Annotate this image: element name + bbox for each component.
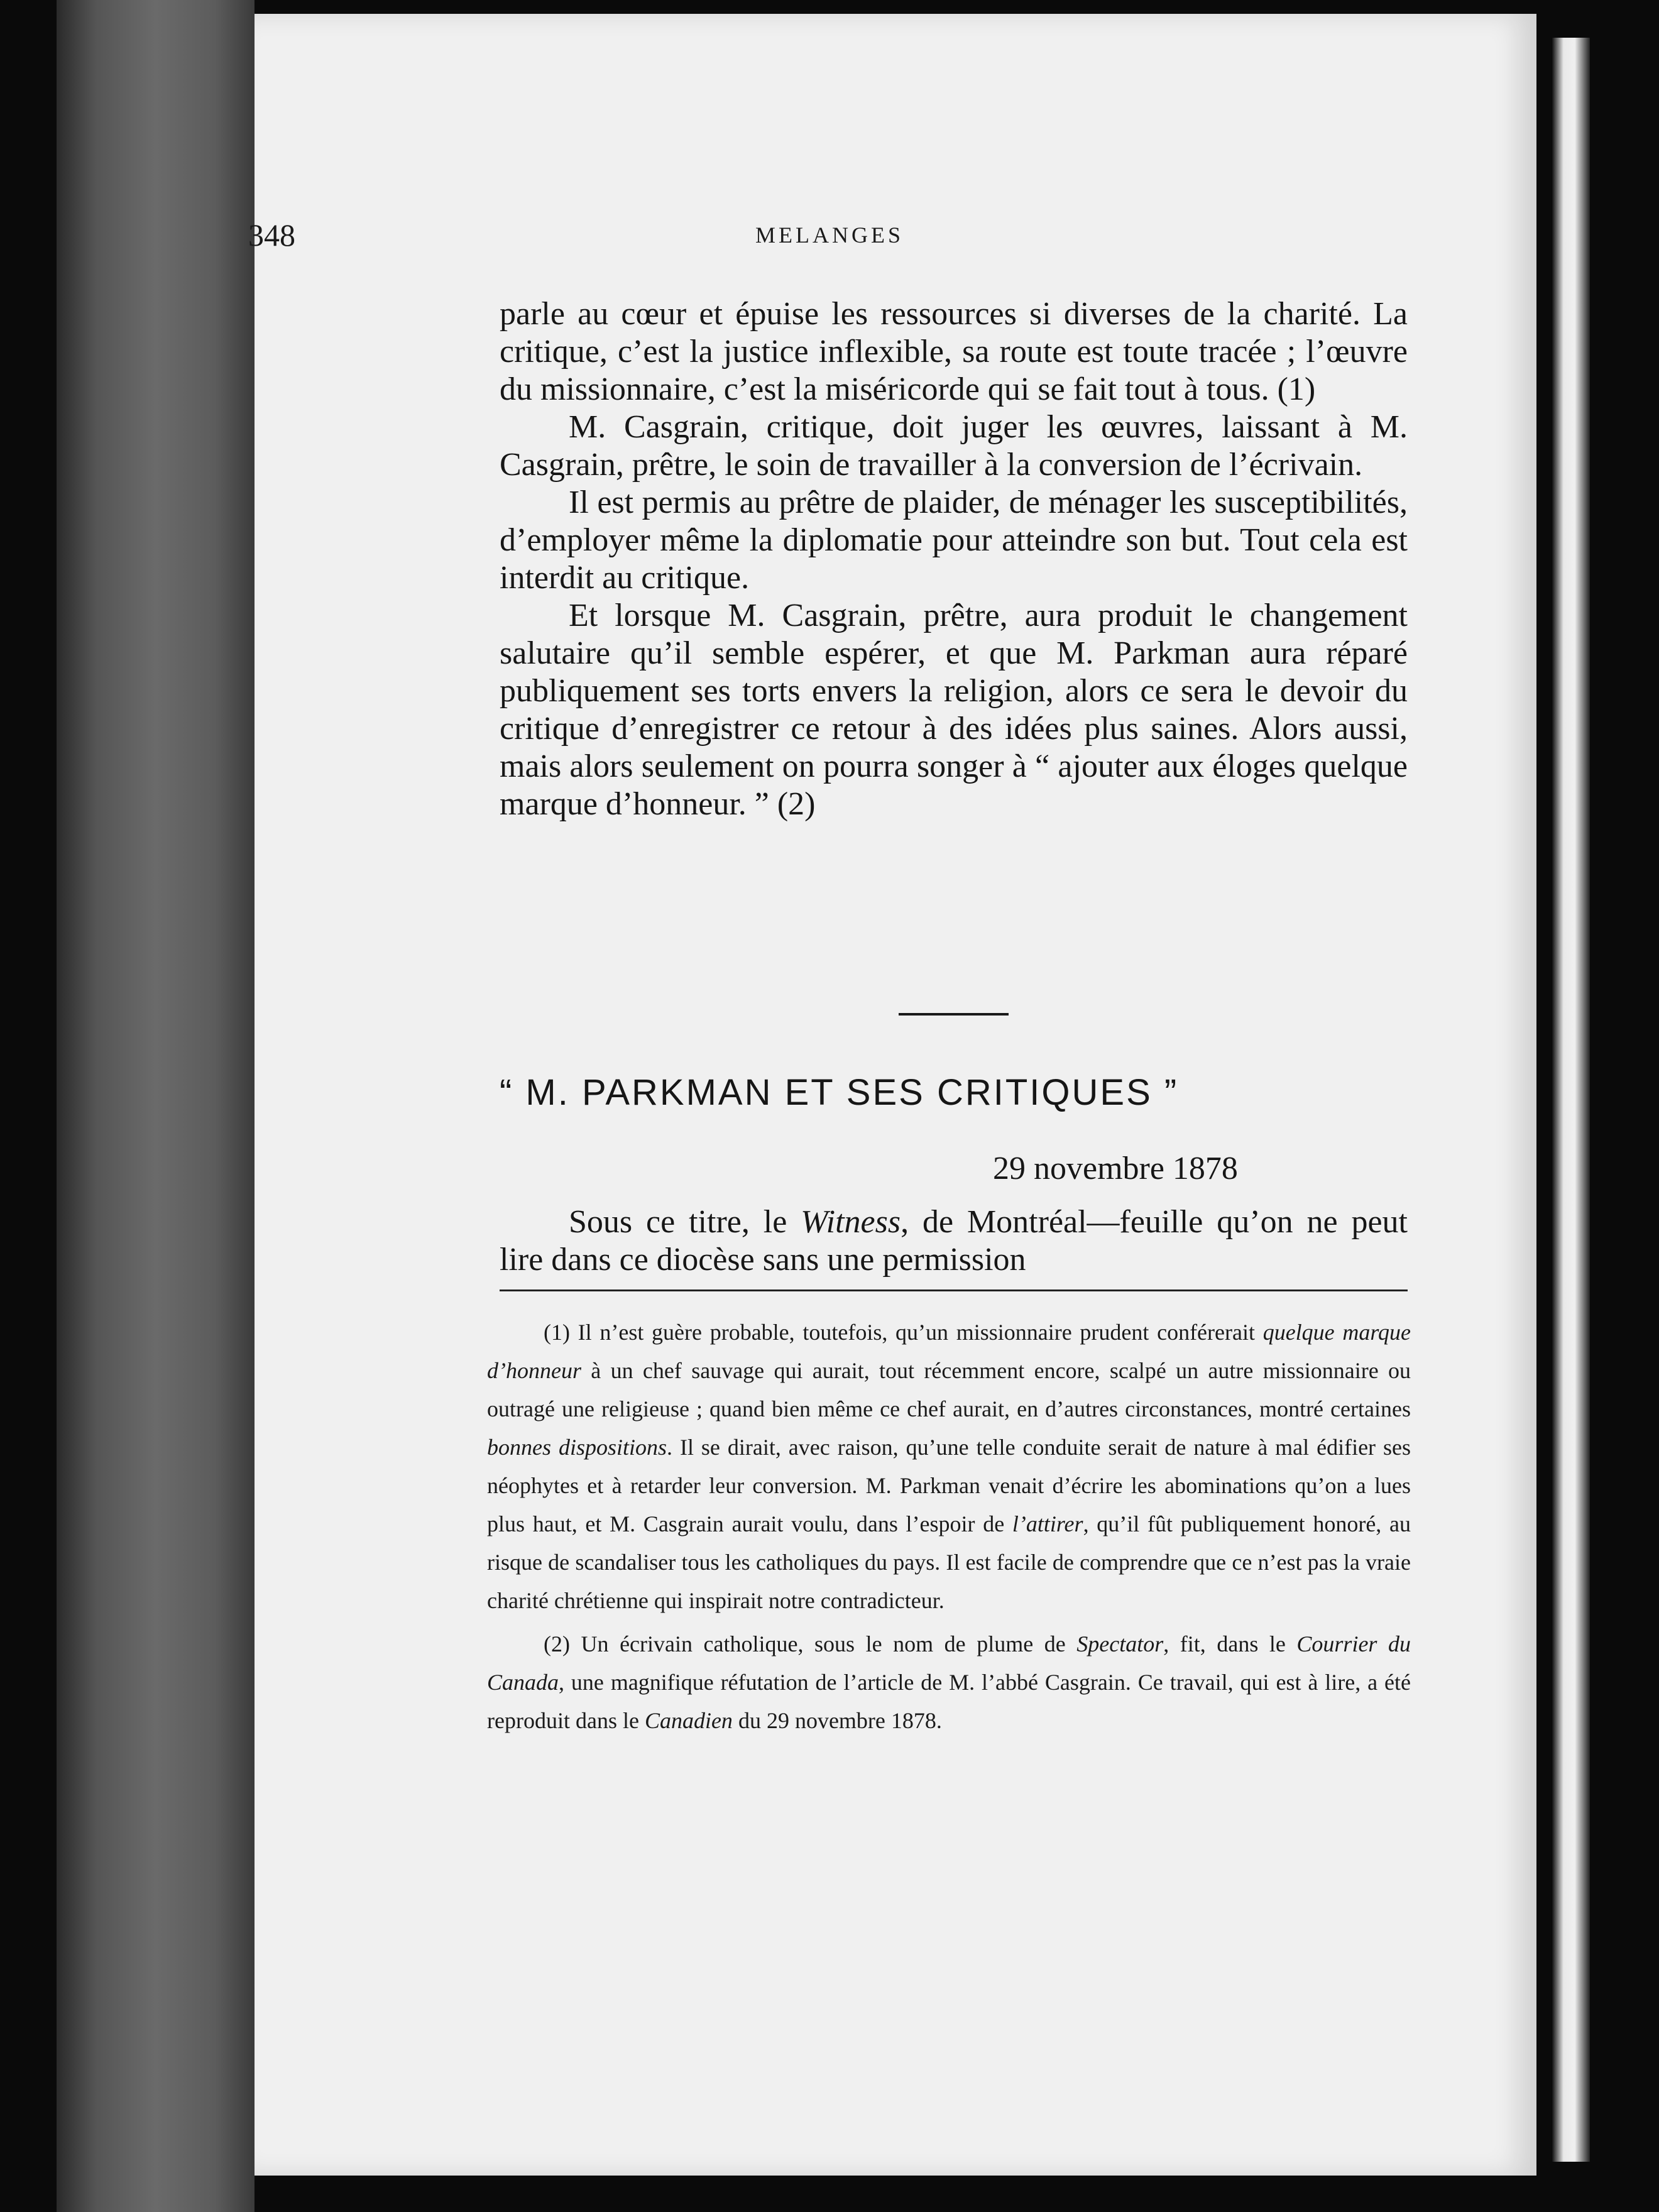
paragraph: Il est permis au prêtre de plaider, de ménager les susceptibilités, d’employer même la diplomatie pour atteindre son but. Tout cela est interdit au critique. — [500, 485, 1408, 596]
footnote-italic: Courrier du Canada — [487, 1631, 1411, 1695]
footnote-text: (1) Il n’est guère probable, toutefois, qu’un missionnaire prudent conférerait — [544, 1320, 1263, 1345]
page-edge — [1552, 38, 1590, 2162]
paragraph — [500, 1203, 1408, 1279]
newspaper-title: Witness — [801, 1204, 901, 1240]
paragraph: parle au cœur et épuise les ressources si diverses de la charité. La critique, c’est la justice inflexible, sa route est toute tracée ; l’œuvre du missionnaire, c’est la miséricorde qui se fait tout à tous. (1) — [500, 296, 1408, 407]
page-number: 348 — [248, 217, 295, 253]
running-head: MELANGES — [755, 222, 904, 248]
footnote-1 — [487, 1313, 1411, 1620]
footnote-rule — [500, 1289, 1408, 1291]
footnote-text: , une magnifique réfutation de l’article de M. l’abbé Casgrain. Ce travail, qui est à lire, a été reproduit dans le — [487, 1670, 1411, 1733]
footnote-italic: l’attirer — [1012, 1511, 1083, 1536]
footnote-text: . Il se dirait, avec raison, qu’une telle conduite serait de nature à mal édifier ses néophytes et à retarder leur conversion. M. Parkman venait d’écrire les abominations qu’on a lues plus haut, et M. Casgrain aurait voulu, dans l’espoir de — [487, 1435, 1411, 1536]
footnote-text: , qu’il fût publiquement honoré, au risque de scandaliser tous les catholiques du pays. Il est facile de comprendre que ce n’est pas la vraie charité chrétienne qui inspirait notre contradicteur. — [487, 1511, 1411, 1613]
section-date: 29 novembre 1878 — [993, 1151, 1238, 1186]
intro-text: , de Montréal—feuille qu’on ne peut lire dans ce diocèse sans une permission — [500, 1204, 1408, 1278]
footnote-text: , fit, dans le — [1163, 1631, 1297, 1656]
footnote-2 — [487, 1625, 1411, 1740]
intro-text: Sous ce titre, le — [569, 1204, 801, 1240]
footnote-italic: Canadien — [644, 1708, 733, 1733]
footnote-italic: bonnes dispositions — [487, 1435, 667, 1460]
paragraph: M. Casgrain, critique, doit juger les œuvres, laissant à M. Casgrain, prêtre, le soin de travailler à la conversion de l’écrivain. — [500, 409, 1408, 483]
footnote-italic: Spectator — [1076, 1631, 1164, 1656]
paragraph: Et lorsque M. Casgrain, prêtre, aura produit le changement salutaire qu’il semble espérer, et que M. Parkman aura réparé publiquement ses torts envers la religion, alors ce sera le devoir du critique d’enregistrer ce retour à des idées plus saines. Alors aussi, mais alors seulement on pourra songer à “ ajouter aux éloges quelque marque d’honneur. ” (2) — [500, 598, 1408, 822]
book-binding — [57, 0, 255, 2212]
footnote-text: à un chef sauvage qui aurait, tout récemment encore, scalpé un autre missionnaire ou outragé une religieuse ; quand bien même ce chef aurait, en d’autres circonstances, montré certaines — [487, 1358, 1411, 1421]
footnote-text: (2) Un écrivain catholique, sous le nom de plume de — [544, 1631, 1077, 1656]
section-title: “ M. PARKMAN ET SES CRITIQUES ” — [500, 1072, 1179, 1113]
section-divider — [899, 1013, 1009, 1016]
main-text — [500, 295, 1408, 823]
footnote-italic: quelque marque d’honneur — [487, 1320, 1411, 1383]
section-body — [500, 1203, 1408, 1279]
page-header — [248, 217, 1411, 255]
footnote-text: du 29 novembre 1878. — [732, 1708, 942, 1733]
footnotes — [487, 1313, 1411, 1745]
